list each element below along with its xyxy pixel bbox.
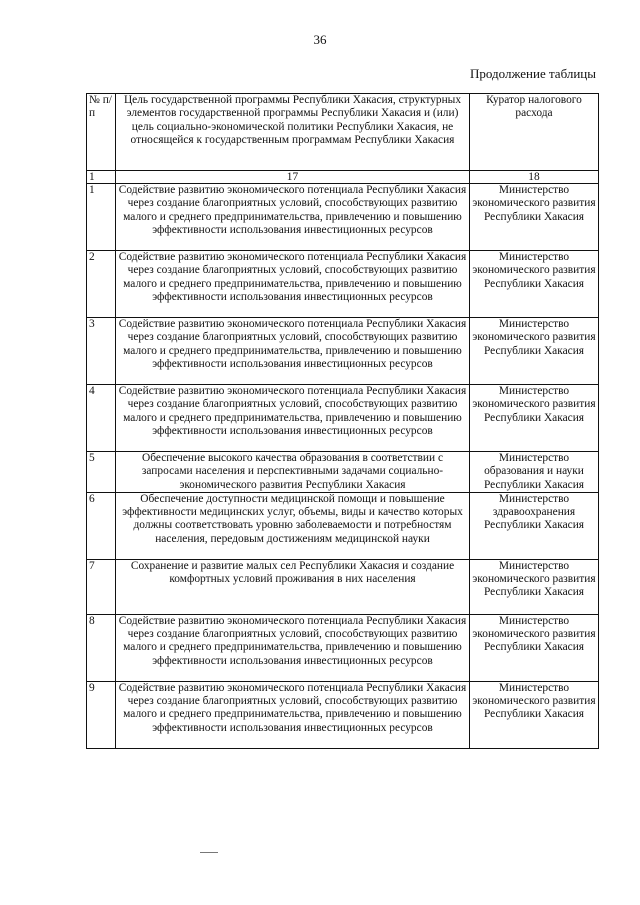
table-row — [87, 614, 599, 681]
row-goal: Содействие развитию экономического потенциала Республики Хакасия через создание благоприятных условий, способствующих развитию малого и среднего предпринимательства, привлечению и повышению эффективности использования инвестиционных ресурсов — [116, 681, 470, 748]
row-curator: Министерство экономического развития Республики Хакасия — [470, 251, 599, 318]
header-number: № п/п — [87, 94, 116, 171]
header-goal: Цель государственной программы Республики Хакасия, структурных элементов государственной программы Республики Хакасия и (или) цель социально-экономической политики Республики Хакасия, не относящейся к государственным программам Республики Хакасия — [116, 94, 470, 171]
row-number: 7 — [87, 559, 116, 614]
row-goal: Содействие развитию экономического потенциала Республики Хакасия через создание благоприятных условий, способствующих развитию малого и среднего предпринимательства, привлечению и повышению эффективности использования инвестиционных ресурсов — [116, 251, 470, 318]
row-curator: Министерство образования и науки Республики Хакасия — [470, 452, 599, 493]
column-index-curator: 18 — [470, 171, 599, 184]
table-row — [87, 318, 599, 385]
row-curator: Министерство здравоохранения Республики Хакасия — [470, 492, 599, 559]
row-number: 2 — [87, 251, 116, 318]
table-header-row — [87, 94, 599, 171]
row-number: 3 — [87, 318, 116, 385]
row-goal: Сохранение и развитие малых сел Республики Хакасия и создание комфортных условий проживания в них населения — [116, 559, 470, 614]
row-goal: Содействие развитию экономического потенциала Республики Хакасия через создание благоприятных условий, способствующих развитию малого и среднего предпринимательства, привлечению и повышению эффективности использования инвестиционных ресурсов — [116, 614, 470, 681]
row-number: 8 — [87, 614, 116, 681]
row-number: 6 — [87, 492, 116, 559]
scan-artifact — [200, 852, 218, 853]
column-index-goal: 17 — [116, 171, 470, 184]
row-goal: Обеспечение доступности медицинской помощи и повышение эффективности медицинских услуг, объемы, виды и качество которых должны соответствовать уровню заболеваемости и потребностям населения, передовым достижениям медицинской науки — [116, 492, 470, 559]
row-curator: Министерство экономического развития Республики Хакасия — [470, 681, 599, 748]
table-continuation-label: Продолжение таблицы — [470, 66, 596, 81]
row-number: 9 — [87, 681, 116, 748]
row-curator: Министерство экономического развития Республики Хакасия — [470, 385, 599, 452]
row-curator: Министерство экономического развития Республики Хакасия — [470, 318, 599, 385]
tax-expenditure-table — [86, 93, 599, 749]
column-index-number: 1 — [87, 171, 116, 184]
column-index-row — [87, 171, 599, 184]
row-goal: Содействие развитию экономического потенциала Республики Хакасия через создание благоприятных условий, способствующих развитию малого и среднего предпринимательства, привлечению и повышению эффективности использования инвестиционных ресурсов — [116, 318, 470, 385]
row-curator: Министерство экономического развития Республики Хакасия — [470, 614, 599, 681]
row-goal: Обеспечение высокого качества образования в соответствии с запросами населения и перспективными задачами социально-экономического развития Республики Хакасия — [116, 452, 470, 493]
table-row — [87, 452, 599, 493]
row-number: 1 — [87, 184, 116, 251]
table-row — [87, 559, 599, 614]
table-row — [87, 681, 599, 748]
row-goal: Содействие развитию экономического потенциала Республики Хакасия через создание благоприятных условий, способствующих развитию малого и среднего предпринимательства, привлечению и повышению эффективности использования инвестиционных ресурсов — [116, 385, 470, 452]
table-row — [87, 184, 599, 251]
row-curator: Министерство экономического развития Республики Хакасия — [470, 184, 599, 251]
header-curator: Куратор налогового расхода — [470, 94, 599, 171]
table-row — [87, 251, 599, 318]
table-row — [87, 492, 599, 559]
row-goal: Содействие развитию экономического потенциала Республики Хакасия через создание благоприятных условий, способствующих развитию малого и среднего предпринимательства, привлечению и повышению эффективности использования инвестиционных ресурсов — [116, 184, 470, 251]
page-number: 36 — [313, 32, 327, 47]
row-number: 4 — [87, 385, 116, 452]
row-number: 5 — [87, 452, 116, 493]
table-row — [87, 385, 599, 452]
row-curator: Министерство экономического развития Республики Хакасия — [470, 559, 599, 614]
